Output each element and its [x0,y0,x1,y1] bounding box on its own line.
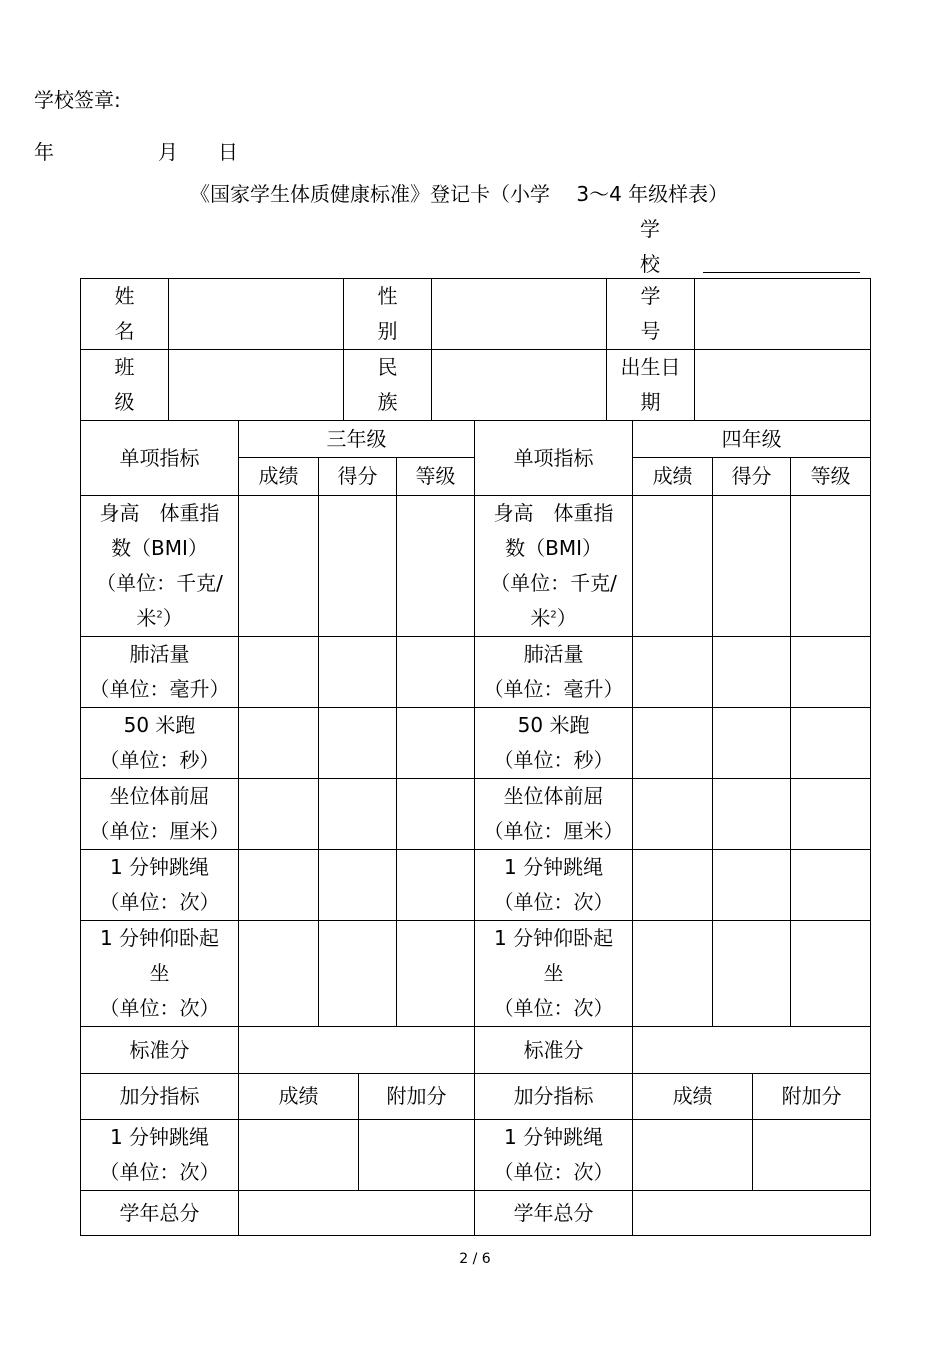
g3-score-cell[interactable] [239,779,319,850]
date-month-label: 月 [158,140,178,164]
g3-score-cell[interactable] [239,708,319,779]
item-label-50m-run [475,708,633,779]
label-line: （单位：次） [493,890,614,914]
label-line: 1 分钟跳绳 [109,1125,210,1149]
label-line: 肺活量 [523,642,584,666]
g4-level-cell[interactable] [791,496,871,637]
g3-standard-score-cell[interactable] [239,1027,475,1074]
g4-score-cell[interactable] [633,921,713,1027]
name-label [81,279,169,350]
label-line: 数（BMI） [505,536,602,560]
g3-points-cell[interactable] [319,496,397,637]
bonus-indicator-header: 加分指标 [81,1074,239,1120]
g3-level-cell[interactable] [397,850,475,921]
school-label [640,212,660,282]
item-label-rope-skipping [81,850,239,921]
unit-text: 米 [530,606,551,630]
g4-points-cell[interactable] [713,496,791,637]
student-info-table [80,278,871,421]
g4-score-cell[interactable] [633,637,713,708]
item-label-rope-skipping [475,850,633,921]
g3-total-cell[interactable] [239,1191,475,1236]
bonus-item-label [81,1120,239,1191]
label-line: （单位：次） [99,1160,220,1184]
table-row [81,850,871,921]
unit-superscript: 2 [156,609,163,621]
unit-close: ） [162,606,183,630]
g3-points-cell[interactable] [319,850,397,921]
level-header: 等级 [397,458,475,496]
g3-points-cell[interactable] [319,637,397,708]
g4-bonus-points-cell[interactable] [753,1120,871,1191]
g4-level-cell[interactable] [791,850,871,921]
g4-score-cell[interactable] [633,779,713,850]
label-line: 期 [640,390,661,414]
g4-score-cell[interactable] [633,850,713,921]
gender-label [344,279,432,350]
item-label-sit-ups [81,921,239,1027]
grade3-header: 三年级 [239,421,475,458]
g4-points-cell[interactable] [713,921,791,1027]
label-line: 1 分钟仰卧起 [99,926,220,950]
label-line: 1 分钟跳绳 [504,1125,604,1149]
g3-level-cell[interactable] [397,921,475,1027]
g3-bonus-score-cell[interactable] [239,1120,359,1191]
table-row [81,1120,871,1191]
label-line: （单位：秒） [99,748,220,772]
g3-bonus-points-cell[interactable] [359,1120,475,1191]
class-field[interactable] [169,350,344,421]
standard-score-label: 标准分 [475,1027,633,1074]
label-line: 号 [640,319,661,343]
birth-date-label [607,350,695,421]
g4-standard-score-cell[interactable] [633,1027,871,1074]
label-line: 别 [377,319,398,343]
label-line: 坐 [149,961,170,985]
school-label-char: 校 [640,252,660,276]
g3-points-cell[interactable] [319,779,397,850]
unit-text: 米 [136,606,157,630]
table-row [81,1191,871,1236]
g4-level-cell[interactable] [791,921,871,1027]
score-header: 成绩 [633,458,713,496]
label-line: 出生日 [620,355,681,379]
g4-points-cell[interactable] [713,779,791,850]
school-label-char: 学 [640,217,660,241]
label-line: 坐位体前屈 [109,784,210,808]
item-label-bmi [475,496,633,637]
gender-field[interactable] [432,279,607,350]
g3-level-cell[interactable] [397,637,475,708]
table-row [81,1074,871,1120]
label-line: （单位：次） [99,890,220,914]
label-line: 50 米跑 [517,713,590,737]
item-label-vital-capacity [475,637,633,708]
g4-bonus-score-cell[interactable] [633,1120,753,1191]
label-line [81,601,238,636]
g3-level-cell[interactable] [397,779,475,850]
student-id-label [607,279,695,350]
g3-level-cell[interactable] [397,708,475,779]
unit-superscript: 2 [550,609,557,621]
label-line: 坐 [543,961,564,985]
item-label-sit-ups [475,921,633,1027]
label-line: （单位：毫升） [89,677,230,701]
label-line: （单位：厘米） [483,819,624,843]
g3-points-cell[interactable] [319,921,397,1027]
label-line: 性 [377,284,398,308]
label-line: 坐位体前屈 [503,784,604,808]
g3-score-cell[interactable] [239,850,319,921]
label-line: 族 [377,390,398,414]
g4-points-cell[interactable] [713,708,791,779]
item-label-50m-run [81,708,239,779]
page-number: 2 / 6 [459,1251,491,1267]
student-id-field[interactable] [695,279,871,350]
label-line: 1 分钟仰卧起 [494,926,614,950]
label-line: （单位：千克/ [490,571,617,595]
label-line: 级 [114,390,135,414]
g3-score-cell[interactable] [239,637,319,708]
table-row [81,779,871,850]
table-row [81,637,871,708]
date-year-label: 年 [34,140,54,164]
bonus-points-header: 附加分 [753,1074,871,1120]
page-title: 《国家学生体质健康标准》登记卡（小学 3～4 年级样表） [190,182,729,206]
g4-level-cell[interactable] [791,708,871,779]
g3-level-cell[interactable] [397,496,475,637]
g4-level-cell[interactable] [791,779,871,850]
item-label-bmi [81,496,239,637]
label-line: 肺活量 [129,642,190,666]
school-seal-label: 学校签章: [34,88,121,112]
label-line: 姓 [114,284,135,308]
score-header: 成绩 [239,458,319,496]
g4-level-cell[interactable] [791,637,871,708]
label-line: 名 [114,319,135,343]
standard-score-label: 标准分 [81,1027,239,1074]
bonus-points-header: 附加分 [359,1074,475,1120]
g4-score-cell[interactable] [633,496,713,637]
label-line: 1 分钟跳绳 [504,855,604,879]
label-line: （单位：次） [99,996,220,1020]
label-line: （单位：千克/ [96,571,223,595]
bonus-score-header: 成绩 [239,1074,359,1120]
label-line: 民 [377,355,398,379]
item-label-vital-capacity [81,637,239,708]
points-header: 得分 [713,458,791,496]
label-line: 1 分钟跳绳 [109,855,210,879]
fitness-record-table [80,420,871,1236]
date-day-label: 日 [218,140,238,164]
label-line: （单位：毫升） [483,677,624,701]
table-row [81,1027,871,1074]
ethnicity-field[interactable] [432,350,607,421]
bonus-indicator-header: 加分指标 [475,1074,633,1120]
g4-score-cell[interactable] [633,708,713,779]
birth-date-field[interactable] [695,350,871,421]
g3-points-cell[interactable] [319,708,397,779]
label-line: （单位：次） [493,996,614,1020]
class-label [81,350,169,421]
g4-total-cell[interactable] [633,1191,871,1236]
label-line: 数（BMI） [111,536,208,560]
total-score-label: 学年总分 [81,1191,239,1236]
name-field[interactable] [169,279,344,350]
indicator-header: 单项指标 [475,421,633,496]
label-line [475,601,632,636]
table-row [81,496,871,637]
item-label-sit-reach [475,779,633,850]
label-line: （单位：秒） [493,748,614,772]
bonus-score-header: 成绩 [633,1074,753,1120]
school-underline [703,272,860,273]
g3-score-cell[interactable] [239,496,319,637]
label-line: 学 [640,284,661,308]
grade4-header: 四年级 [633,421,871,458]
g4-points-cell[interactable] [713,850,791,921]
total-score-label: 学年总分 [475,1191,633,1236]
points-header: 得分 [319,458,397,496]
label-line: 50 米跑 [123,713,196,737]
g4-points-cell[interactable] [713,637,791,708]
label-line: 身高 体重指 [493,501,614,525]
table-row [81,708,871,779]
label-line: 班 [114,355,135,379]
label-line: （单位：次） [493,1160,614,1184]
level-header: 等级 [791,458,871,496]
indicator-header: 单项指标 [81,421,239,496]
label-line: 身高 体重指 [99,501,220,525]
item-label-sit-reach [81,779,239,850]
bonus-item-label [475,1120,633,1191]
g3-score-cell[interactable] [239,921,319,1027]
table-row [81,921,871,1027]
unit-close: ） [556,606,577,630]
label-line: （单位：厘米） [89,819,230,843]
ethnicity-label [344,350,432,421]
